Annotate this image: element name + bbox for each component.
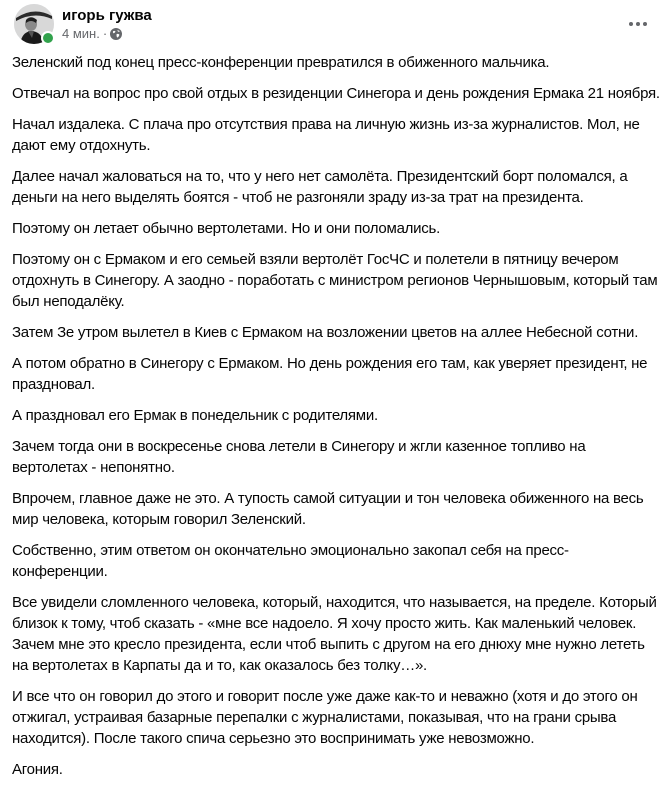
post-paragraph: А потом обратно в Синегору с Ермаком. Но день рождения его там, как уверяет президент, не праздновал.	[12, 355, 648, 393]
post-paragraph: Поэтому он с Ермаком и его семьей взяли вертолёт ГосЧС и полетели в пятницу вечером отдохнуть в Синегору. А заодно - поработать с министром регионов Чернышовым, который там был неподалёку.	[12, 251, 658, 310]
post-paragraph: Затем Зе утром вылетел в Киев с Ермаком на возложении цветов на аллее Небесной сотни.	[12, 324, 639, 341]
post-paragraph: Далее начал жаловаться на то, что у него нет самолёта. Президентский борт поломался, а деньги на него выделять боятся - чтоб не разгоняли зраду из-за трат на президента.	[12, 168, 628, 206]
post-options-button[interactable]	[620, 6, 656, 42]
post-meta	[62, 26, 122, 42]
author-name-link[interactable]: игорь гужва	[62, 7, 152, 24]
post-paragraph: Собственно, этим ответом он окончательно эмоционально закопал себя на пресс-конференции.	[12, 542, 569, 580]
more-horizontal-icon	[629, 22, 647, 26]
post-paragraph: Зеленский под конец пресс-конференции превратился в обиженного мальчика.	[12, 54, 550, 71]
meta-separator: ·	[102, 26, 108, 41]
post-text	[12, 52, 662, 790]
post-paragraph: Зачем тогда они в воскресенье снова летели в Синегору и жгли казенное топливо на вертолетах - непонятно.	[12, 438, 586, 476]
post-timestamp-link[interactable]: 4 мин.	[62, 26, 100, 41]
post-paragraph: И все что он говорил до этого и говорит после уже даже как-то и неважно (хотя и до этого он отжигал, устраивая базарные перепалки с журналистами, показывая, что на грани срыва находится). После такого спича серьезно это воспринимать уже невозможно.	[12, 688, 638, 747]
post-header	[0, 0, 668, 46]
post-paragraph: Отвечал на вопрос про свой отдых в резиденции Синегора и день рождения Ермака 21 ноября.	[12, 85, 660, 102]
online-status-indicator	[41, 31, 55, 45]
post-paragraph: Все увидели сломленного человека, который, находится, что называется, на пределе. Который близок к тому, чтоб сказать - «мне все надоело. Я хочу просто жить. Как маленький человек. Зачем мне это кресло президента, если чтоб выпить с другом на его днюху мне нужно лететь на вертолетах в Карпаты да и то, как оказалось без толку…».	[12, 594, 657, 674]
post-paragraph: А праздновал его Ермак в понедельник с родителями.	[12, 407, 378, 424]
post-paragraph: Начал издалека. С плача про отсутствия права на личную жизнь из-за журналистов. Мол, не дают ему отдохнуть.	[12, 116, 640, 154]
post-paragraph: Впрочем, главное даже не это. А тупость самой ситуации и тон человека обиженного на весь мир человека, которым говорил Зеленский.	[12, 490, 644, 528]
post-paragraph: Поэтому он летает обычно вертолетами. Но и они поломались.	[12, 220, 441, 237]
globe-icon[interactable]	[110, 28, 122, 40]
post-paragraph: Агония.	[12, 761, 63, 778]
author-avatar[interactable]	[14, 4, 54, 44]
